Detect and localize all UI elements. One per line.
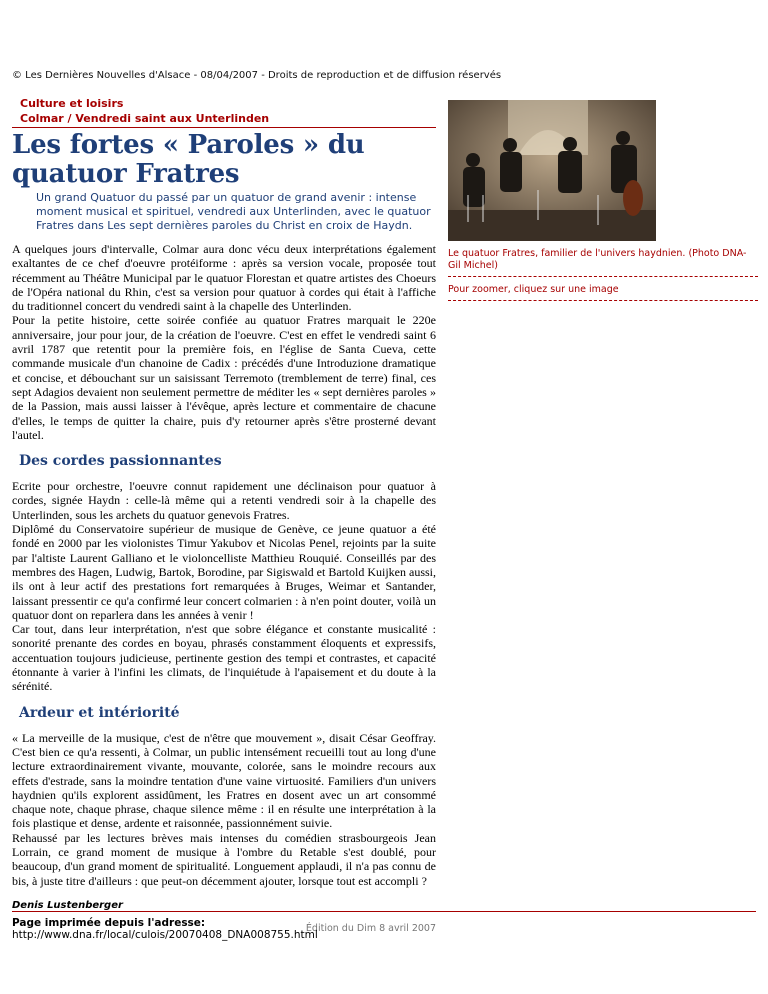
article-headline: Les fortes « Paroles » du quatuor Fratres [12,130,365,189]
paragraph-1: A quelques jours d'intervalle, Colmar aura donc vécu deux interprétations également exaltantes de ce chef d'oeuvre protéiforme : après sa version vocale, proposée tout récemment au Théâtre Municipal par le quatuor Florestan et quatre artistes des Choeurs de l'Opéra national du Rhin, c'est sa version pour quatuor à cordes qui était à l'affiche du traditionnel concert du vendredi saint à la chapelle des Unterlinden. [12,242,436,314]
footer-url: http://www.dna.fr/local/culois/20070408_DNA008755.html [12,929,318,941]
paragraph-2: Pour la petite histoire, cette soirée confiée au quatuor Fratres marquait le 220e anniversaire, jour pour jour, de la création de l'oeuvre. C'est en effet le vendredi saint 6 avril 1787 que retentit pour la première fois, en l'église de Santa Cueva, cette commande musicale d'un chanoine de Cadix : précédés d'une Introduzione dramatique et concise, et débouchant sur un saisissant Terremoto (tremblement de terre) final, ces sept Adagios devaient non seulement permettre de méditer les « sept dernières paroles » de la Passion, mais aussi laisser à l'évêque, après lecture et commentaire de chacune d'elles, le temps de quitter la chaire, puis d'y retourner après s'être prosterné devant l'autel. [12,313,436,442]
article-photo[interactable] [448,100,656,241]
zoom-divider [448,300,758,301]
paragraph-7: Rehaussé par les lectures brèves mais intenses du comédien strasbourgeois Jean Lorrain, ce grand moment de musique à l'ombre du Retable s'est doublé, pour beaucoup, d'un grand moment de spiritualité. Longuement applaudi, il n'a pas connu de bis, à juste titre d'ailleurs : que peut-on décemment ajouter, lorsque tout est accompli ? [12,830,436,888]
paragraph-6: « La merveille de la musique, c'est de n'être que mouvement », disait César Geoffray. C'est bien ce qu'a ressenti, à Colmar, un public intensément recueilli tout au long d'une lecture extraordinairement vivante, mouvante, colorée, sans le moindre recours aux effets d'estrade, sans la moindre tentation d'une vaine virtuosité. Familiers d'un univers haydnien qu'ils explorent assidûment, les Fratres en dosent avec un art consommé chaque note, chaque phrase, chaque silence même : il en résulte une interprétation à la fois plastique et dense, ardente et raisonnée, passionnément suivie. [12,730,436,831]
rubrique-location: Colmar / Vendredi saint aux Unterlinden [20,112,270,125]
rubrique-section: Culture et loisirs [20,97,124,110]
article [12,96,436,934]
article-lead: Un grand Quatuor du passé par un quatuor de grand avenir : intense moment musical et spirituel, vendredi aux Unterlinden, avec le quatuor Fratres dans Les sept dernières paroles du Christ en croix de Haydn. [36,191,431,232]
caption-divider [448,276,758,277]
footer-label: Page imprimée depuis l'adresse: [12,917,206,929]
quartet-photo-illustration [448,100,656,241]
rubrique-divider [12,127,436,128]
zoom-link[interactable]: Pour zoomer, cliquez sur une image [448,284,619,295]
photo-caption-block [448,248,758,308]
subheading-ardeur: Ardeur et intériorité [19,704,180,721]
edition-date: Édition du Dim 8 avril 2007 [305,922,436,934]
paragraph-5: Car tout, dans leur interprétation, n'est que sobre élégance et constante musicalité : sonorité prenante des cordes en boyau, phrasés constamment éloquents et expressifs, accentuation toujours judicieuse, pertinente gestion des tempi et contrastes, et capacité étonnante à varier à l'infini les climats, de l'inquiétude à l'apaisement et du doute à la sérénité. [12,622,436,694]
paragraph-4: Diplômé du Conservatoire supérieur de musique de Genève, ce jeune quatuor a été fondé en 2000 par les violonistes Timur Yakubov et Nicolas Penel, rejoints par la suite par l'altiste Laurent Galliano et le violoncelliste Matthieu Rouquié. Conseillés par des membres des Hagen, Ludwig, Bartok, Borodine, par Sigiswald et Bartold Kuijken aussi, ils ont à leur actif des prestations fort remarquées à Bruges, Weimar et Santander, laissant pressentir ce qu'a confirmé leur concert colmarien : à n'en point douter, voilà un quatuor dont on reparlera dans les années à venir ! [12,522,436,622]
author-name: Denis Lustenberger [12,899,123,911]
photo-caption: Le quatuor Fratres, familier de l'univers haydnien. (Photo DNA- Gil Michel) [448,248,747,271]
copyright-notice: © Les Dernières Nouvelles d'Alsace - 08/04/2007 - Droits de reproduction et de diffusion réservés [12,70,502,81]
paragraph-3: Ecrite pour orchestre, l'oeuvre connut rapidement une déclinaison pour quatuor à cordes, signée Haydn : celle-là même qui a retenti vendredi soir à la chapelle des Unterlinden, sous les archets du quatuor genevois Fratres. [12,479,436,522]
subheading-cordes: Des cordes passionnantes [19,453,222,470]
footer [12,911,756,941]
